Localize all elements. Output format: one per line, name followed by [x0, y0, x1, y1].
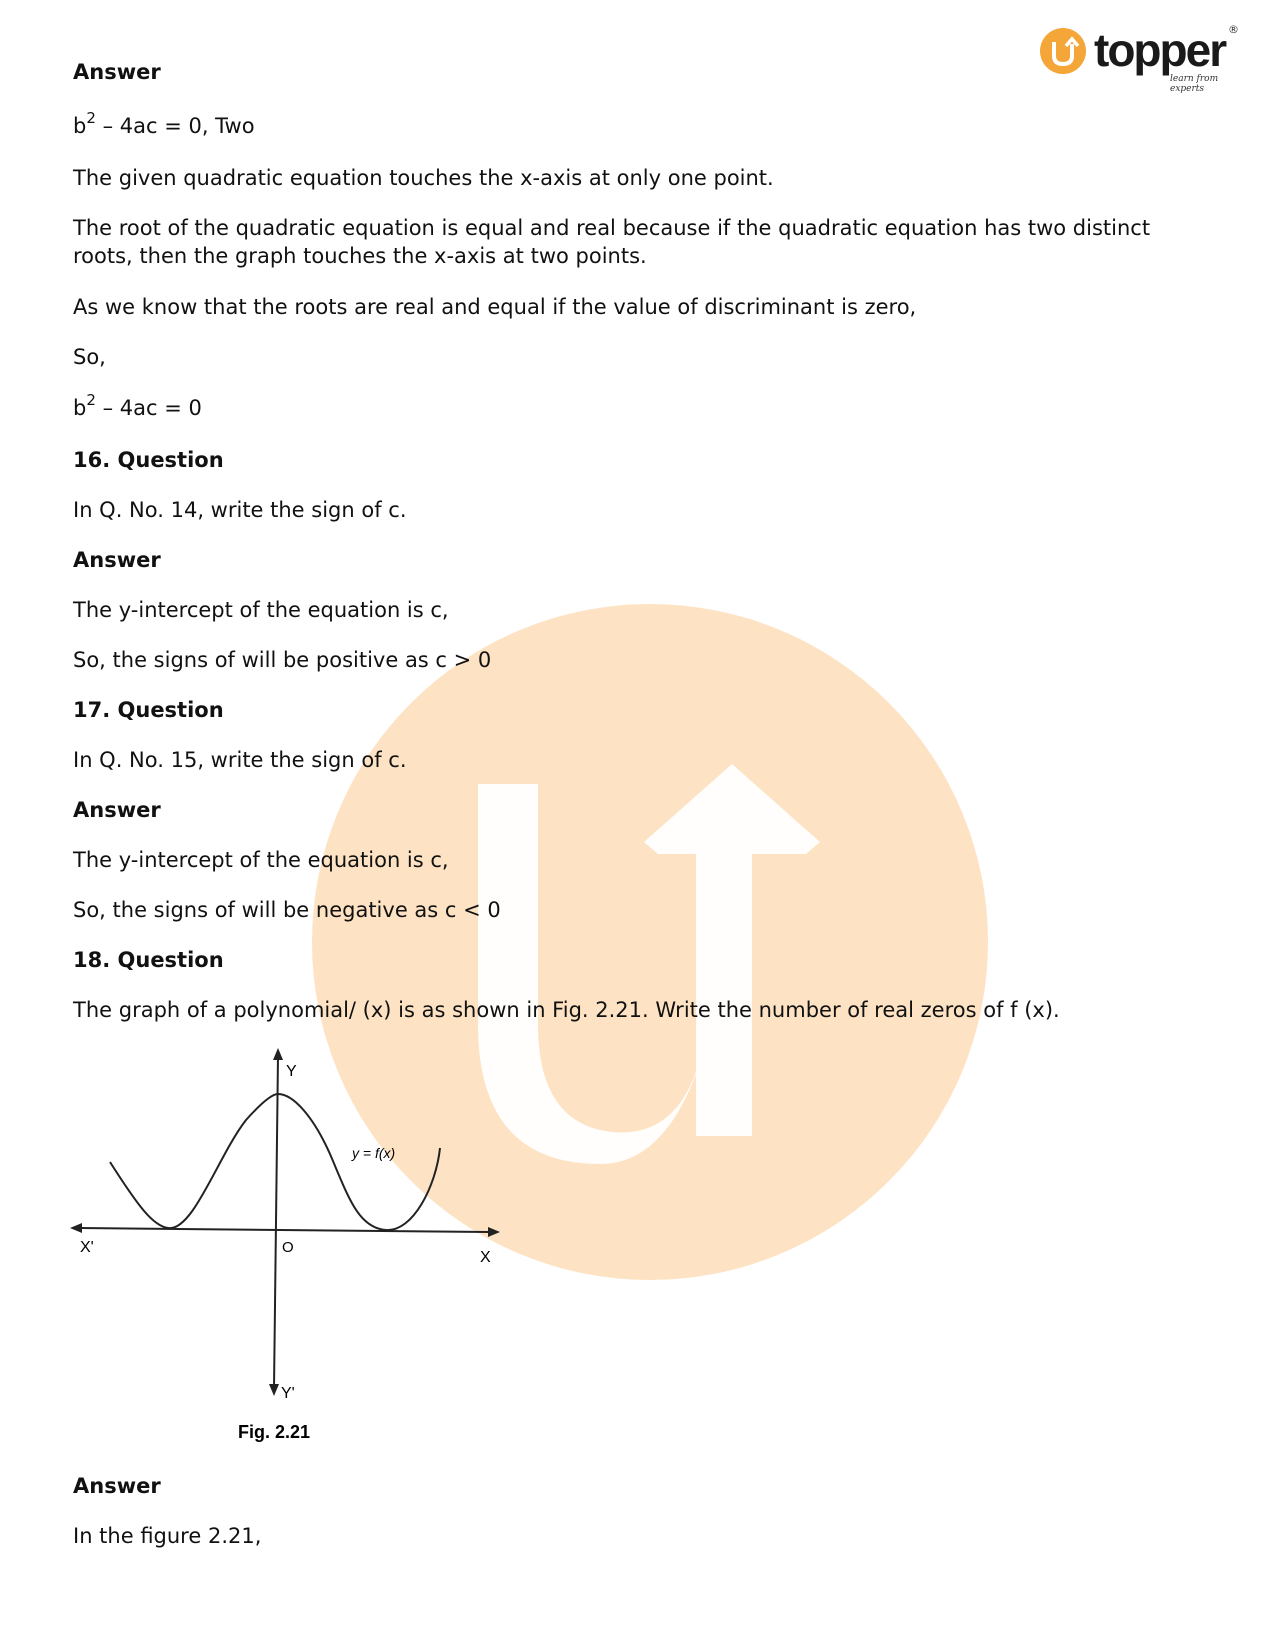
- label-y-neg: Y': [281, 1385, 295, 1402]
- label-y: Y: [286, 1063, 297, 1080]
- logo-u-icon: [1040, 28, 1086, 74]
- paragraph: The root of the quadratic equation is equal and real because if the quadratic equation has two distinct roots, then the graph touches the x-axis at two points.: [73, 216, 1151, 268]
- answer-heading: Answer: [73, 60, 161, 84]
- figure-caption: Fig. 2.21: [238, 1422, 311, 1442]
- paragraph: As we know that the roots are real and equal if the value of discriminant is zero,: [73, 295, 917, 319]
- question-heading: 17. Question: [73, 698, 224, 722]
- logo-word: topper: [1094, 24, 1226, 76]
- paragraph: So,: [73, 345, 106, 369]
- label-x-neg: X': [80, 1239, 94, 1256]
- brand-logo: [1040, 22, 1240, 92]
- logo-registered: ®: [1228, 23, 1239, 36]
- label-origin: O: [282, 1239, 294, 1256]
- logo-tagline: learn from experts: [1170, 74, 1219, 94]
- y-axis-arrow-up: [273, 1048, 283, 1060]
- question-heading: 16. Question: [73, 448, 224, 472]
- discriminant-line: $b^2 - 4ac = 0$, Two: [73, 109, 255, 138]
- paragraph: The y-intercept of the equation is c,: [73, 848, 449, 872]
- paragraph: In the figure 2.21,: [73, 1524, 262, 1548]
- answer-heading: Answer: [73, 1474, 161, 1498]
- x-axis-arrow-right: [488, 1227, 500, 1237]
- question-text: In Q. No. 15, write the sign of c.: [73, 748, 407, 772]
- question-heading: 18. Question: [73, 948, 224, 972]
- figure-2-21: [68, 1036, 508, 1446]
- logo-circle-icon: [1040, 28, 1086, 74]
- question-text: The graph of a polynomial/ (x) is as shown in Fig. 2.21. Write the number of real zeros of f (x).: [73, 998, 1060, 1022]
- answer-heading: Answer: [73, 798, 161, 822]
- label-x: X: [480, 1249, 491, 1266]
- y-axis-arrow-down: [269, 1384, 279, 1396]
- discriminant-line: $b^2 - 4ac = 0$: [73, 391, 202, 420]
- curve-label: y = f(x): [352, 1145, 396, 1161]
- paragraph: So, the signs of will be negative as c < 0: [73, 898, 501, 922]
- polynomial-curve: [110, 1094, 440, 1230]
- x-axis-arrow-left: [70, 1223, 82, 1233]
- x-axis: [80, 1228, 488, 1232]
- paragraph: So, the signs of will be positive as c > 0: [73, 648, 492, 672]
- paragraph: The given quadratic equation touches the x-axis at only one point.: [73, 166, 774, 190]
- y-axis: [274, 1056, 278, 1388]
- question-text: In Q. No. 14, write the sign of c.: [73, 498, 407, 522]
- paragraph: The y-intercept of the equation is c,: [73, 598, 449, 622]
- answer-heading: Answer: [73, 548, 161, 572]
